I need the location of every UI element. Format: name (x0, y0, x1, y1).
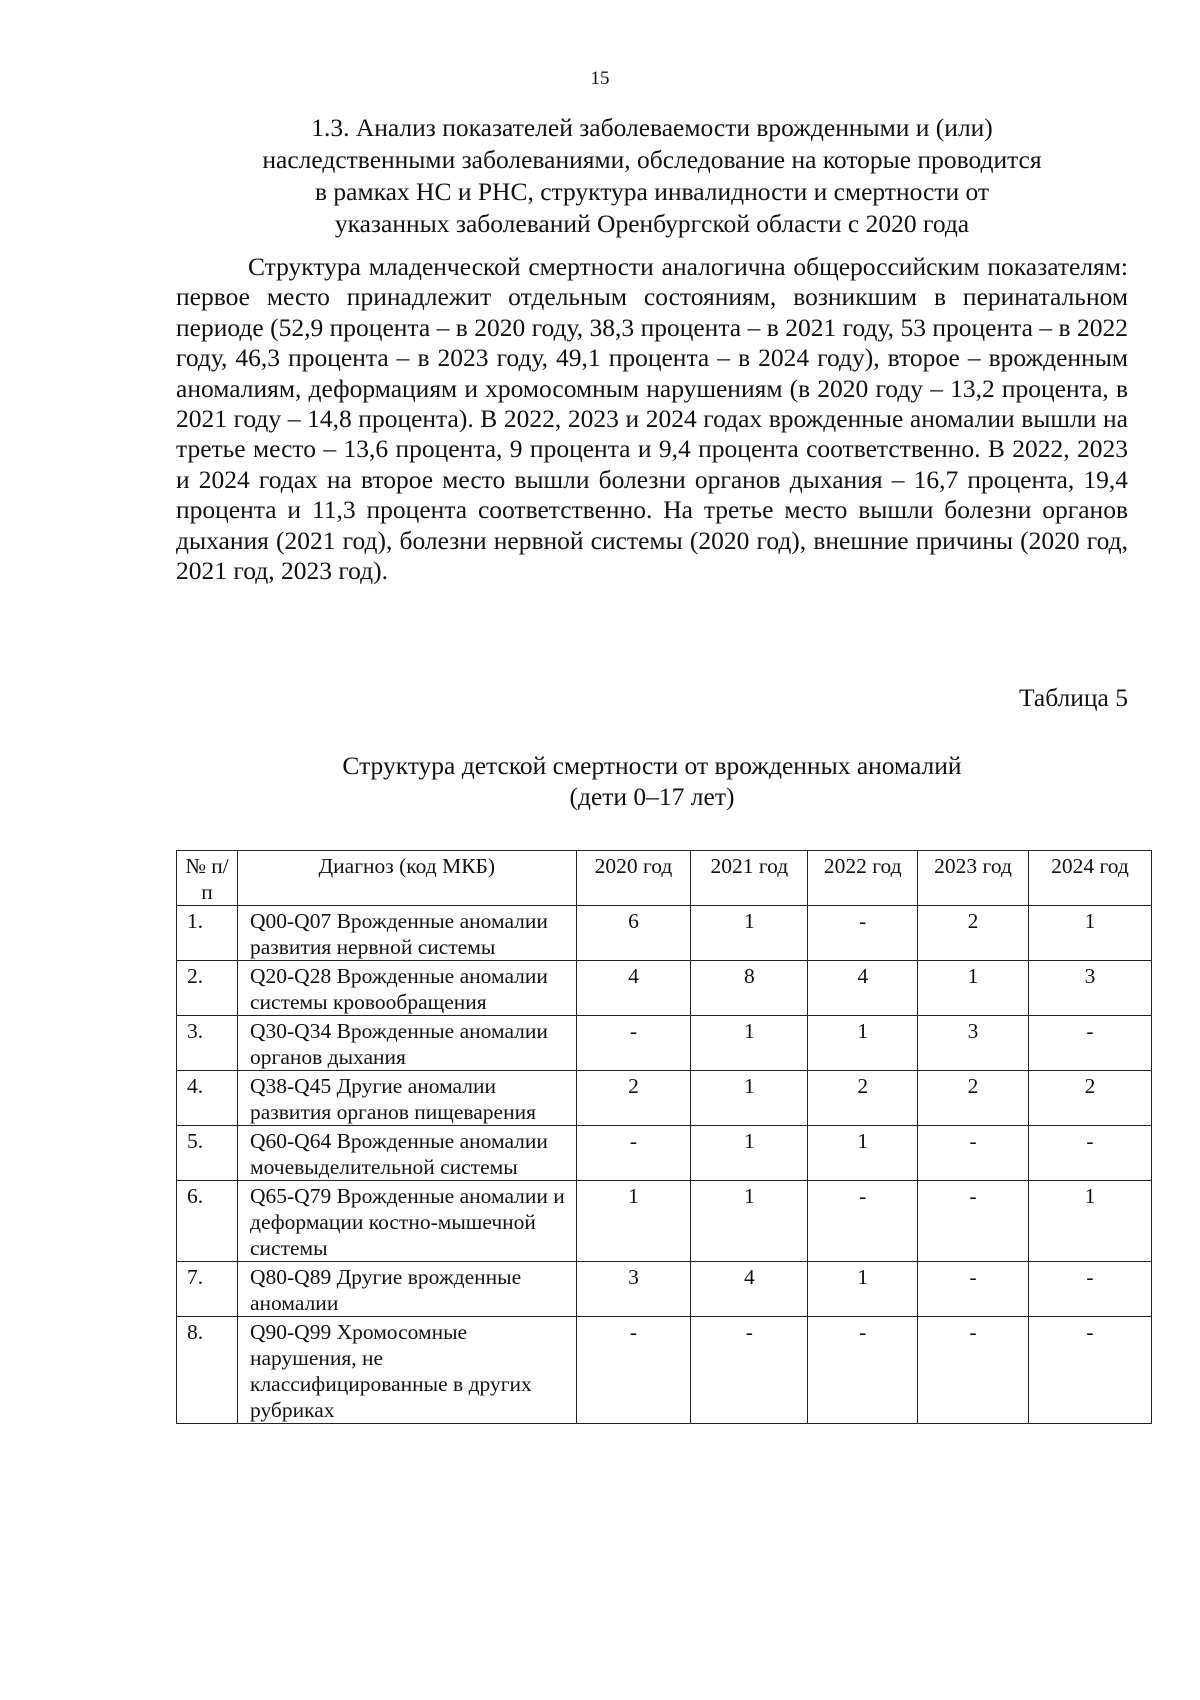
row-num: 5. (177, 1126, 238, 1181)
cell-2024: - (1028, 1016, 1151, 1071)
table-row (177, 1126, 1152, 1181)
cell-2023: 3 (918, 1016, 1029, 1071)
table-row (177, 1181, 1152, 1262)
cell-2022: - (808, 1181, 918, 1262)
cell-2023: 2 (918, 906, 1029, 961)
cell-2020: 2 (576, 1071, 691, 1126)
cell-2024: - (1028, 1126, 1151, 1181)
cell-2022: 4 (808, 961, 918, 1016)
row-diagnosis: Q80-Q89 Другие врожденные аномалии (238, 1262, 577, 1317)
table-label: Таблица 5 (1018, 683, 1128, 712)
header-2023: 2023 год (918, 851, 1029, 906)
row-num: 4. (177, 1071, 238, 1126)
cell-2020: - (576, 1317, 691, 1424)
row-diagnosis: Q00-Q07 Врожденные аномалии развития нервной системы (238, 906, 577, 961)
cell-2021: 8 (691, 961, 808, 1016)
cell-2023: - (918, 1181, 1029, 1262)
row-num: 2. (177, 961, 238, 1016)
table-row (177, 961, 1152, 1016)
cell-2020: 6 (576, 906, 691, 961)
header-2024: 2024 год (1028, 851, 1151, 906)
cell-2023: - (918, 1262, 1029, 1317)
row-num: 3. (177, 1016, 238, 1071)
row-diagnosis: Q38-Q45 Другие аномалии развития органов пищеварения (238, 1071, 577, 1126)
cell-2022: 1 (808, 1126, 918, 1181)
table-row (177, 1317, 1152, 1424)
row-num: 7. (177, 1262, 238, 1317)
cell-2024: - (1028, 1262, 1151, 1317)
cell-2021: 1 (691, 906, 808, 961)
cell-2024: - (1028, 1317, 1151, 1424)
cell-2022: 2 (808, 1071, 918, 1126)
cell-2021: 1 (691, 1016, 808, 1071)
cell-2020: 4 (576, 961, 691, 1016)
cell-2024: 1 (1028, 906, 1151, 961)
row-diagnosis: Q30-Q34 Врожденные аномалии органов дыхания (238, 1016, 577, 1071)
row-num: 6. (177, 1181, 238, 1262)
header-num: № п/п (177, 851, 238, 906)
table-title-line: (дети 0–17 лет) (569, 782, 735, 811)
header-2020: 2020 год (576, 851, 691, 906)
table-row (177, 906, 1152, 961)
cell-2020: 1 (576, 1181, 691, 1262)
heading-line: в рамках НС и РНС, структура инвалидности и смертности от (314, 177, 990, 206)
cell-2022: 1 (808, 1262, 918, 1317)
cell-2023: - (918, 1317, 1029, 1424)
header-2022: 2022 год (808, 851, 918, 906)
header-2021: 2021 год (691, 851, 808, 906)
section-heading (176, 112, 1128, 240)
cell-2024: 3 (1028, 961, 1151, 1016)
cell-2024: 1 (1028, 1181, 1151, 1262)
row-diagnosis: Q60-Q64 Врожденные аномалии мочевыделительной системы (238, 1126, 577, 1181)
body-paragraph: Структура младенческой смертности аналогична общероссийским показателям: первое место принадлежит отдельным состояниям, возникшим в перинатальном периоде (52,9 процента – в 2020 году, 38,3 процента – в 2021 году, 53 процента – в 2022 году, 46,3 процента – в 2023 году, 49,1 процента – в 2024 году), второе – врожденным аномалиям, деформациям и хромосомным нарушениям (в 2020 году – 13,2 процента, в 2021 году – 14,8 процента). В 2022, 2023 и 2024 годах врожденные аномалии вышли на третье место – 13,6 процента, 9 процента и 9,4 процента соответственно. В 2022, 2023 и 2024 годах на второе место вышли болезни органов дыхания – 16,7 процента, 19,4 процента и 11,3 процента соответственно. На третье место вышли болезни органов дыхания (2021 год), болезни нервной системы (2020 год), внешние причины (2020 год, 2021 год, 2023 год). (176, 252, 1128, 586)
cell-2021: 1 (691, 1181, 808, 1262)
row-num: 8. (177, 1317, 238, 1424)
mortality-table (176, 850, 1152, 1424)
page-number: 15 (590, 68, 610, 89)
row-num: 1. (177, 906, 238, 961)
row-diagnosis: Q90-Q99 Хромосомные нарушения, не классифицированные в других рубриках (238, 1317, 577, 1424)
cell-2023: 1 (918, 961, 1029, 1016)
heading-line: указанных заболеваний Оренбургской области с 2020 года (334, 209, 970, 238)
table-header-row (177, 851, 1152, 906)
cell-2021: 4 (691, 1262, 808, 1317)
cell-2020: 3 (576, 1262, 691, 1317)
cell-2020: - (576, 1016, 691, 1071)
cell-2024: 2 (1028, 1071, 1151, 1126)
cell-2022: - (808, 906, 918, 961)
cell-2020: - (576, 1126, 691, 1181)
cell-2021: 1 (691, 1126, 808, 1181)
table-row (177, 1262, 1152, 1317)
header-diagnosis: Диагноз (код МКБ) (238, 851, 577, 906)
table-row (177, 1071, 1152, 1126)
row-diagnosis: Q65-Q79 Врожденные аномалии и деформации костно-мышечной системы (238, 1181, 577, 1262)
cell-2021: - (691, 1317, 808, 1424)
heading-line: наследственными заболеваниями, обследование на которые проводится (262, 145, 1042, 174)
table-row (177, 1016, 1152, 1071)
cell-2022: - (808, 1317, 918, 1424)
cell-2021: 1 (691, 1071, 808, 1126)
table-title-line: Структура детской смертности от врожденных аномалий (342, 751, 962, 780)
table-title (176, 750, 1128, 812)
cell-2023: - (918, 1126, 1029, 1181)
cell-2023: 2 (918, 1071, 1029, 1126)
cell-2022: 1 (808, 1016, 918, 1071)
row-diagnosis: Q20-Q28 Врожденные аномалии системы кровообращения (238, 961, 577, 1016)
heading-line: 1.3. Анализ показателей заболеваемости врожденными и (или) (311, 113, 993, 142)
